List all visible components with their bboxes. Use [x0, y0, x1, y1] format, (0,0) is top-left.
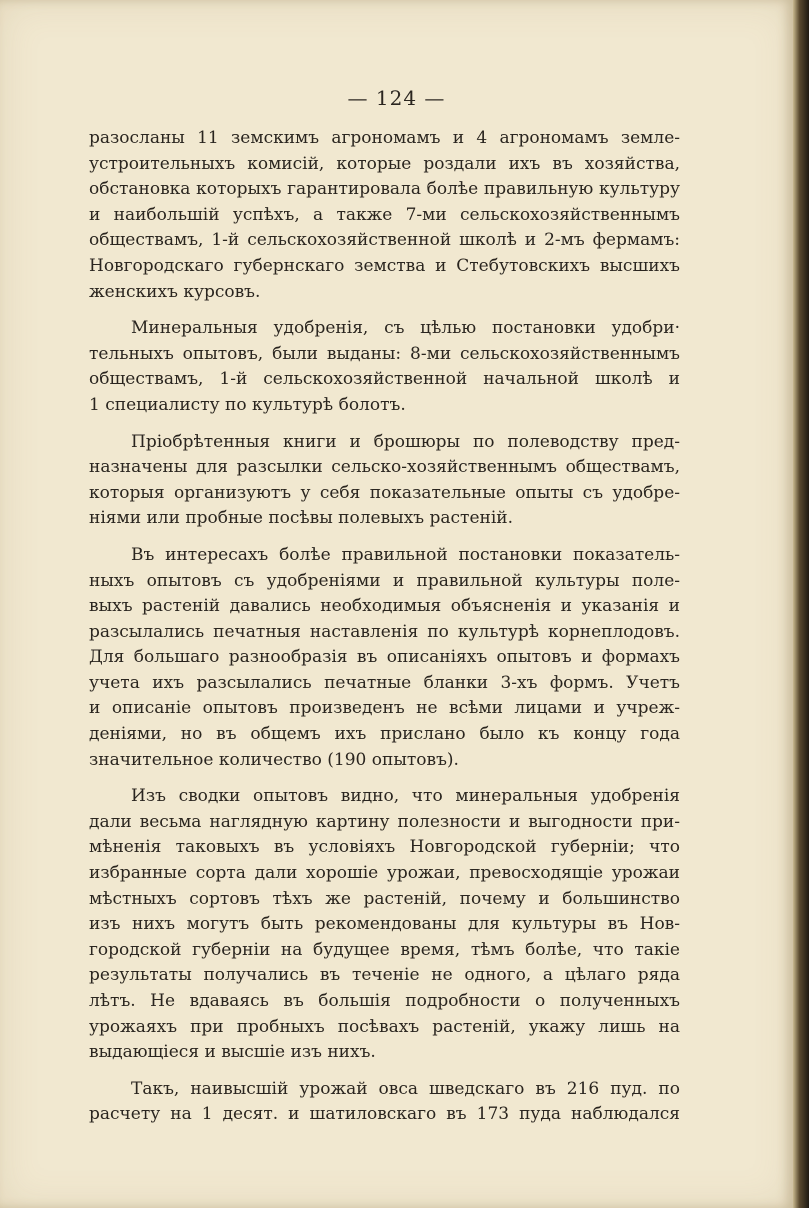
text-line: разосланы 11 земскимъ агрономамъ и 4 агрономамъ земле- — [89, 128, 680, 148]
text-line: женскихъ курсовъ. — [89, 281, 261, 302]
text-line: расчету на 1 десят. и шатиловскаго въ 173 пуда наблюдался — [89, 1104, 680, 1125]
text-line: значительное количество (190 опытовъ). — [89, 749, 459, 770]
text-line: обществамъ, 1-й сельскохозяйственной начальной школѣ и — [89, 369, 680, 390]
text-line: Минеральныя удобренія, съ цѣлью постановки удобри· — [131, 318, 680, 339]
text-line: дали весьма наглядную картину полезности и выгодности при- — [89, 811, 680, 832]
text-line: Новгородскаго губернскаго земства и Стебутовскихъ высшихъ — [89, 255, 680, 276]
text-line: мѣненія таковыхъ въ условіяхъ Новгородской губерніи; что — [89, 837, 680, 858]
text-line: мѣстныхъ сортовъ тѣхъ же растеній, почему и большинство — [89, 888, 680, 909]
text-line: лѣтъ. Не вдаваясь въ большія подробности о полученныхъ — [89, 991, 680, 1011]
paragraph — [89, 126, 680, 305]
text-line: обществамъ, 1-й сельскохозяйственной школѣ и 2-мъ фермамъ: — [89, 230, 680, 251]
text-line: которыя организуютъ у себя показательные опыты съ удобре- — [89, 482, 680, 503]
text-line: Изъ сводки опытовъ видно, что минеральныя удобренія — [131, 786, 680, 807]
text-line: обстановка которыхъ гарантировала болѣе правильную культуру — [89, 179, 680, 200]
paragraph — [89, 316, 680, 418]
text-line: разсылались печатныя наставленія по культурѣ корнеплодовъ. — [89, 621, 680, 642]
text-line: устроительныхъ комисій, которые роздали ихъ въ хозяйства, — [89, 153, 680, 174]
text-line: урожаяхъ при пробныхъ посѣвахъ растеній, укажу лишь на — [89, 1016, 680, 1037]
text-line: тельныхъ опытовъ, были выданы: 8-ми сельскохозяйственнымъ — [89, 343, 680, 364]
text-line: выдающіеся и высшіе изъ нихъ. — [89, 1042, 376, 1063]
text-line: изъ нихъ могутъ быть рекомендованы для культуры въ Нов- — [89, 914, 680, 935]
text-line: 1 специалисту по культурѣ болотъ. — [89, 394, 406, 415]
text-line: и описаніе опытовъ произведенъ не всѣми лицами и учреж- — [89, 698, 680, 719]
body-text — [89, 126, 680, 1139]
text-line: и наибольшій успѣхъ, а также 7-ми сельскохозяйственнымъ — [89, 204, 680, 225]
paragraph — [89, 784, 680, 1066]
text-line: учета ихъ разсылались печатные бланки 3-хъ формъ. Учетъ — [89, 672, 680, 693]
text-line: ныхъ опытовъ съ удобреніями и правильной культуры поле- — [89, 570, 680, 591]
page-number: — 124 — — [347, 86, 446, 110]
paragraph — [89, 543, 680, 773]
text-line: Такъ, наивысшій урожай овса шведскаго въ 216 пуд. по — [131, 1078, 680, 1099]
page-edge — [793, 0, 809, 1208]
text-line: городской губерніи на будущее время, тѣмъ болѣе, что такіе — [89, 939, 680, 960]
text-line: Въ интересахъ болѣе правильной постановки показатель- — [131, 544, 680, 565]
text-line: выхъ растеній давались необходимыя объясненія и указанія и — [89, 596, 680, 617]
paragraph — [89, 1077, 680, 1128]
paragraph — [89, 430, 680, 532]
text-line: Для большаго разнообразія въ описаніяхъ опытовъ и формахъ — [89, 647, 680, 668]
text-line: результаты получались въ теченіе не одного, а цѣлаго ряда — [89, 965, 680, 986]
text-line: ніями или пробные посѣвы полевыхъ растеній. — [89, 508, 514, 529]
text-line: назначены для разсылки сельско-хозяйственнымъ обществамъ, — [89, 457, 680, 478]
text-line: деніями, но въ общемъ ихъ прислано было къ концу года — [89, 724, 680, 745]
text-line: Пріобрѣтенныя книги и брошюры по полеводству пред- — [131, 431, 680, 452]
text-line: избранные сорта дали хорошіе урожаи, превосходящіе урожаи — [89, 863, 680, 884]
